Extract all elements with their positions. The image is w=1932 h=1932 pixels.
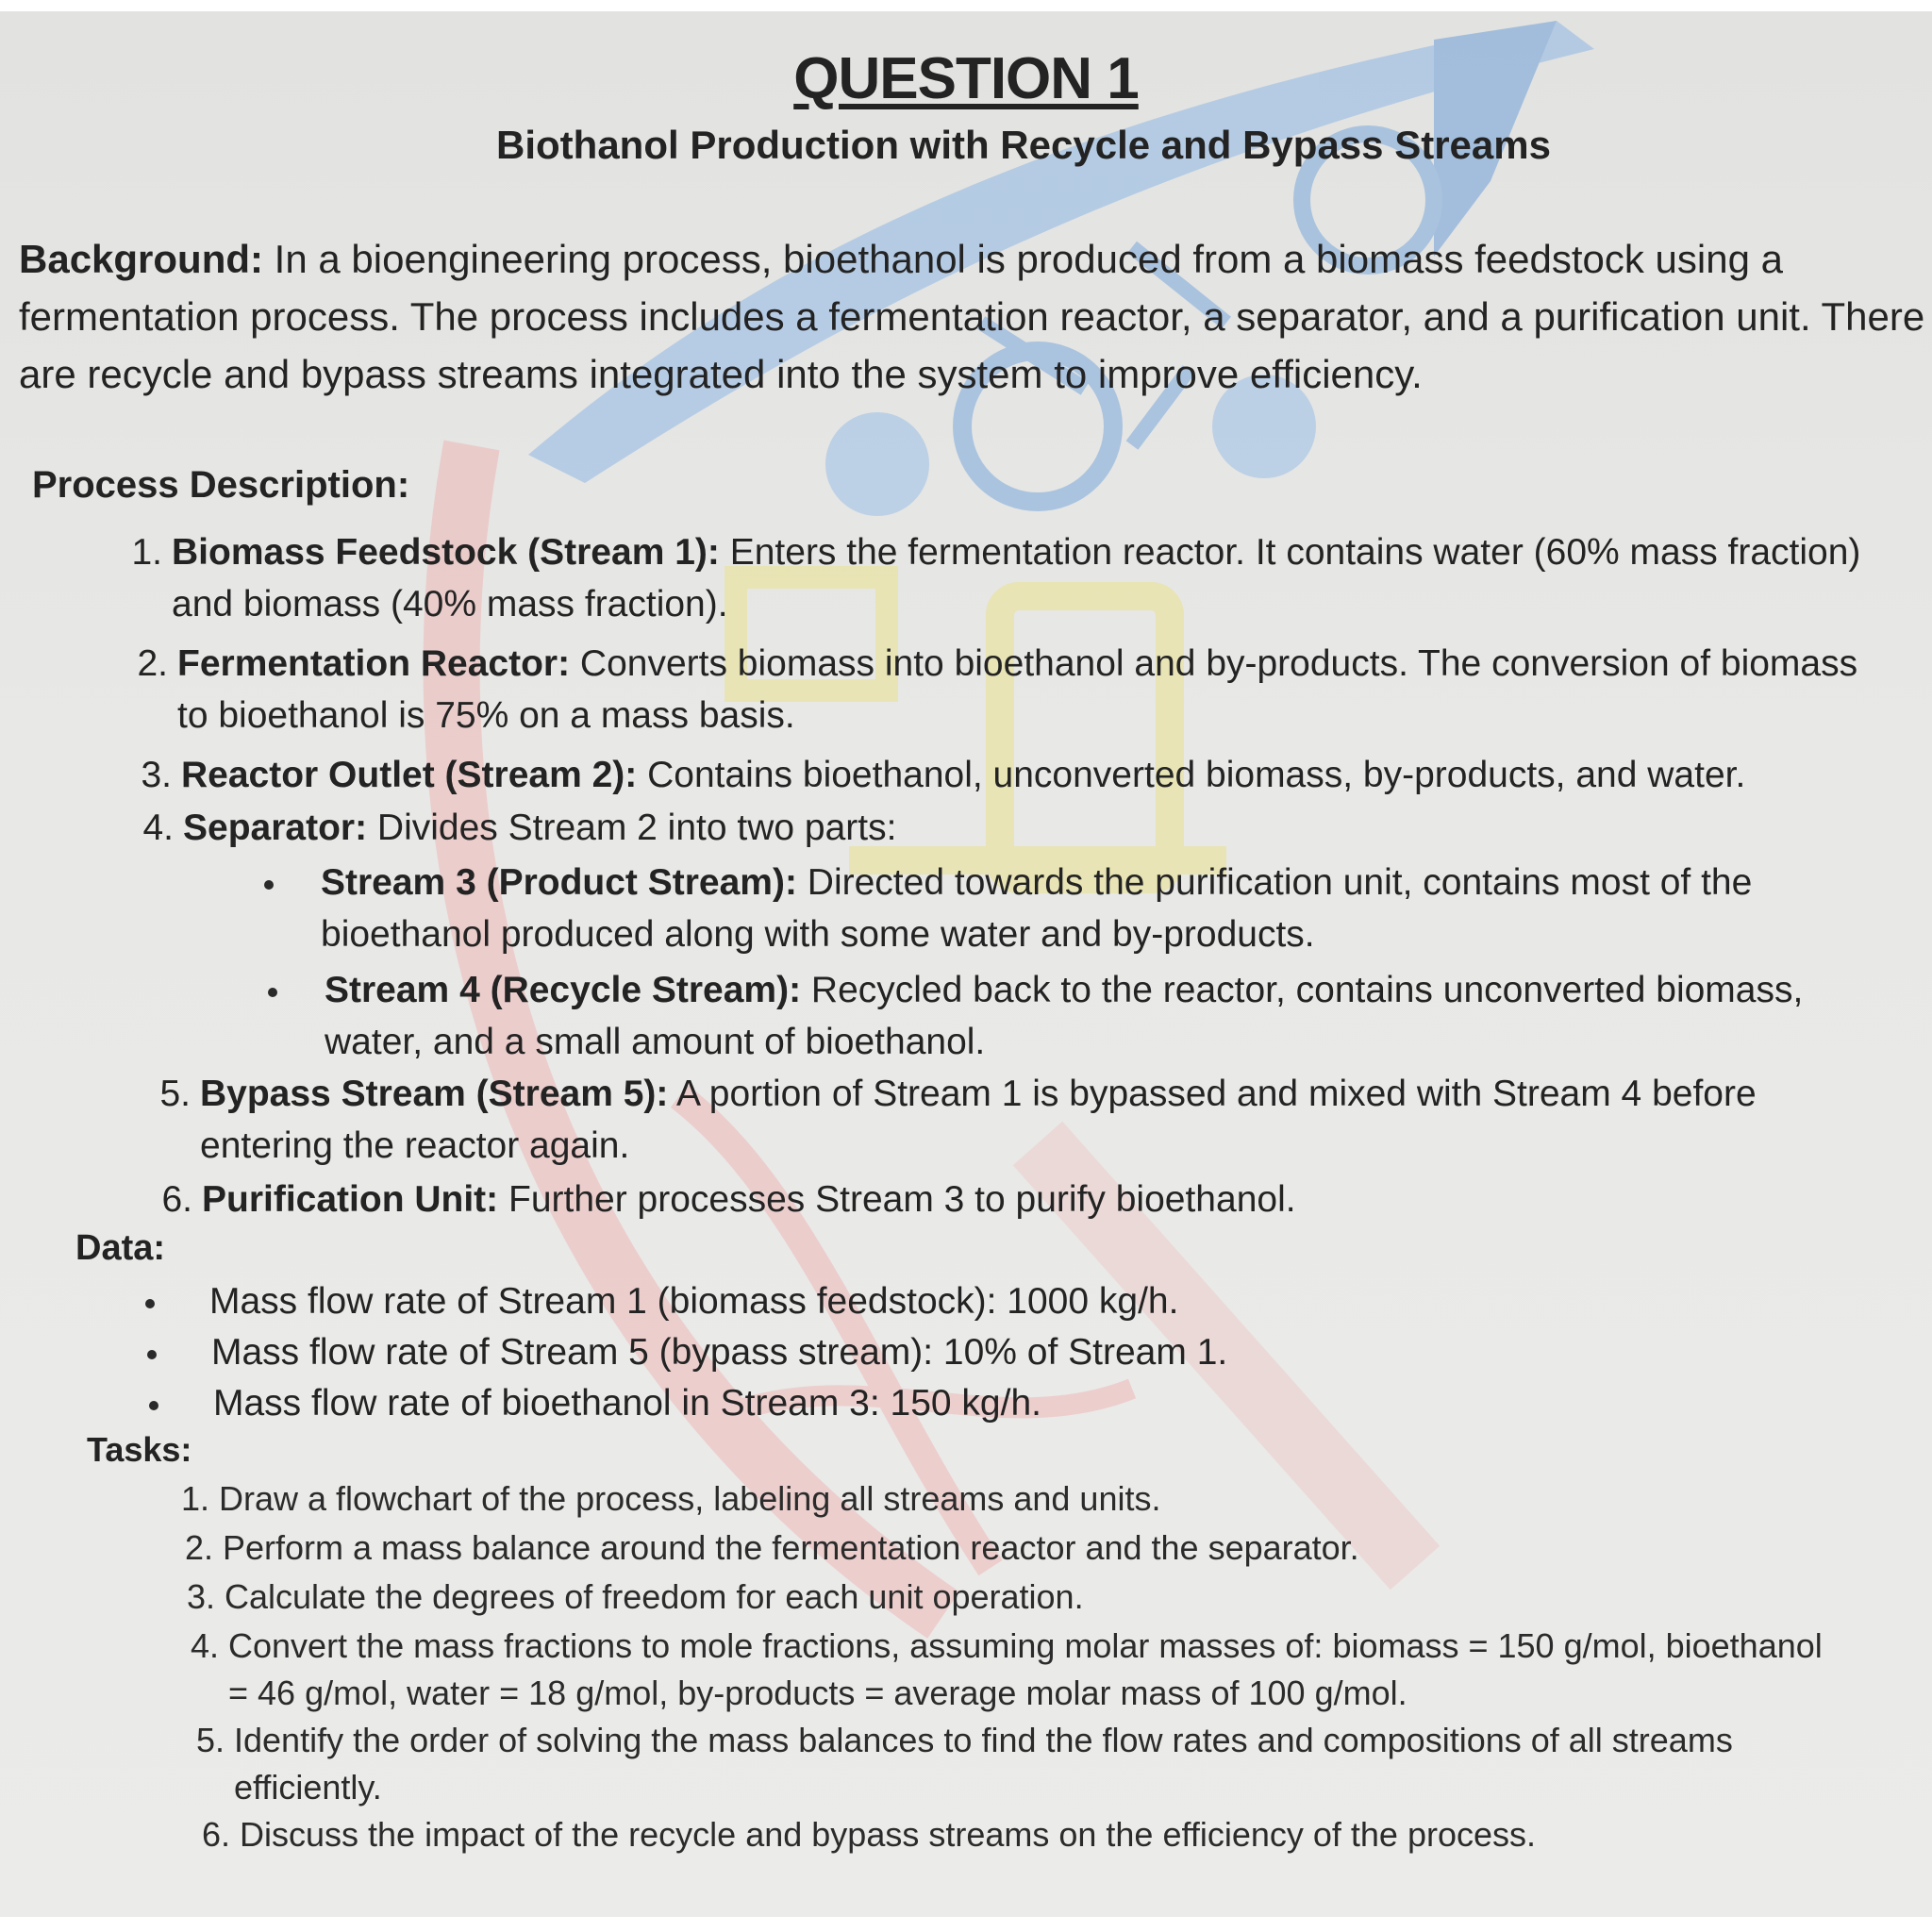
bullet-icon: [147, 1350, 157, 1359]
task-item-text: Discuss the impact of the recycle and bypass streams on the efficiency of the process.: [240, 1815, 1536, 1854]
data-heading: Data:: [75, 1228, 166, 1268]
sub-item-text: Recycled back to the reactor, contains unconverted biomass, water, and a small amount of bioethanol.: [325, 970, 1804, 1062]
data-item-text: Mass flow rate of Stream 1 (biomass feedstock): 1000 kg/h.: [209, 1281, 1179, 1322]
process-item-number: 5.: [159, 1074, 191, 1114]
data-item-1: [209, 1275, 1624, 1327]
background-paragraph: [19, 230, 1932, 403]
task-item-number: 3.: [186, 1577, 215, 1616]
process-item-4: [142, 802, 1881, 854]
bullet-icon: [149, 1401, 158, 1410]
task-item-number: 1.: [180, 1479, 209, 1518]
process-item-2: [137, 638, 1875, 741]
task-item-4: [190, 1623, 1832, 1717]
process-item-number: 1.: [131, 532, 162, 573]
process-item-label: Fermentation Reactor:: [177, 643, 571, 684]
page-title: QUESTION 1: [793, 46, 1139, 111]
task-item-text: Perform a mass balance around the fermentation reactor and the separator.: [223, 1528, 1359, 1567]
process-item-1: [131, 526, 1870, 630]
process-item-text: Divides Stream 2 into two parts:: [367, 808, 897, 848]
process-item-label: Separator:: [183, 808, 368, 848]
process-item-text: Contains bioethanol, unconverted biomass, by-products, and water.: [637, 755, 1746, 795]
task-item-number: 4.: [190, 1626, 219, 1665]
process-item-number: 2.: [137, 643, 168, 684]
task-item-text: Draw a flowchart of the process, labeling all streams and units.: [219, 1479, 1161, 1518]
process-item-text: Further processes Stream 3 to purify bioethanol.: [498, 1179, 1296, 1220]
data-item-text: Mass flow rate of Stream 5 (bypass stream): 10% of Stream 1.: [211, 1332, 1228, 1373]
process-item-label: Purification Unit:: [202, 1179, 499, 1220]
tasks-heading: Tasks:: [87, 1430, 192, 1469]
page-subtitle: Biothanol Production with Recycle and Bypass Streams: [496, 123, 1551, 167]
task-item-number: 2.: [184, 1528, 213, 1567]
data-item-text: Mass flow rate of bioethanol in Stream 3: 150 kg/h.: [213, 1383, 1041, 1424]
task-item-number: 6.: [201, 1815, 230, 1854]
task-item-2: [184, 1524, 1732, 1572]
task-item-1: [180, 1475, 1728, 1523]
process-item-label: Reactor Outlet (Stream 2):: [181, 755, 638, 795]
task-item-3: [186, 1574, 1734, 1621]
sub-item-stream-3: [321, 857, 1887, 960]
task-item-5: [195, 1717, 1781, 1811]
process-item-number: 3.: [141, 755, 172, 795]
sub-item-label: Stream 4 (Recycle Stream):: [325, 970, 802, 1010]
bullet-icon: [264, 880, 274, 890]
process-item-6: [161, 1174, 1862, 1225]
process-item-5: [159, 1068, 1860, 1172]
task-item-6: [201, 1811, 1843, 1858]
process-item-label: Biomass Feedstock (Stream 1):: [172, 532, 720, 573]
process-item-label: Bypass Stream (Stream 5):: [200, 1074, 669, 1114]
process-item-number: 6.: [161, 1179, 192, 1220]
data-item-3: [213, 1377, 1628, 1429]
task-item-text: Identify the order of solving the mass balances to find the flow rates and compositions of all streams efficiently.: [234, 1721, 1733, 1807]
process-item-text: Enters the fermentation reactor. It contains water (60% mass fraction) and biomass (40% mass fraction).: [172, 532, 1861, 625]
task-item-text: Convert the mass fractions to mole fractions, assuming molar masses of: biomass = 150 g/mol, bioethanol = 46 g/mol, water = 18 g/mol, by-products = average molar mass of 100 g/mol.: [228, 1626, 1823, 1712]
sub-item-label: Stream 3 (Product Stream):: [321, 862, 797, 903]
task-item-number: 5.: [195, 1721, 225, 1759]
process-item-text: Converts biomass into bioethanol and by-products. The conversion of biomass to bioethanol is 75% on a mass basis.: [177, 643, 1858, 736]
process-item-number: 4.: [142, 808, 174, 848]
bullet-icon: [268, 988, 277, 997]
sub-item-stream-4: [325, 964, 1890, 1068]
background-label: Background:: [19, 237, 264, 281]
process-description-heading: Process Description:: [32, 464, 410, 506]
bullet-icon: [145, 1299, 155, 1308]
sub-item-text: Directed towards the purification unit, contains most of the bioethanol produced along with some water and by-products.: [321, 862, 1753, 955]
data-item-2: [211, 1326, 1626, 1378]
document-page: [0, 11, 1932, 1917]
background-text: In a bioengineering process, bioethanol is produced from a biomass feedstock using a fermentation process. The process includes a fermentation reactor, a separator, and a purification unit. There are recycle and bypass streams integrated into the system to improve efficiency.: [19, 237, 1925, 396]
process-item-3: [141, 749, 1917, 801]
task-item-text: Calculate the degrees of freedom for each unit operation.: [225, 1577, 1084, 1616]
process-item-text: A portion of Stream 1 is bypassed and mixed with Stream 4 before entering the reactor again.: [200, 1074, 1757, 1166]
